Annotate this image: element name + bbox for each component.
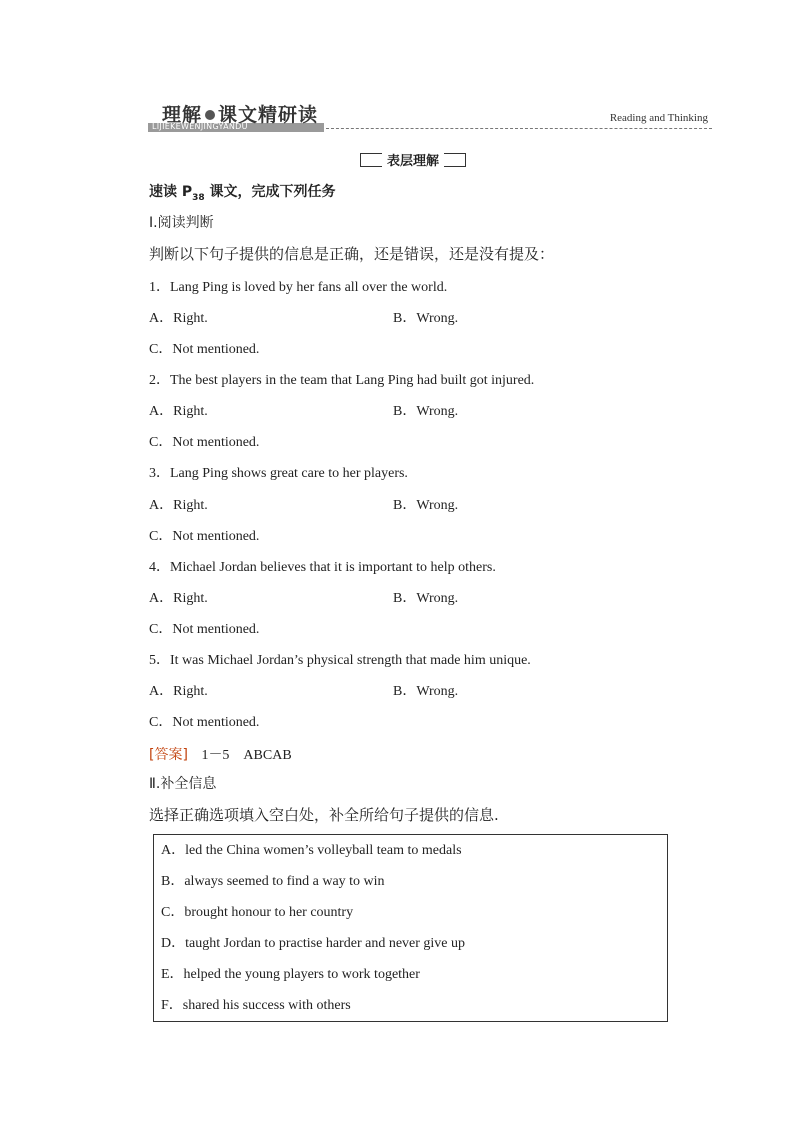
section-label [360,150,466,168]
header-title-left: 理解 [162,104,203,126]
answer-tag: [答案] [149,747,188,763]
task-instruction [149,181,336,203]
q5-option-a: A．Right. [149,684,208,699]
header-title-right: 课文精研读 [218,104,319,126]
question-2: 2．The best players in the team that Lang Ping had built got injured. [149,373,535,388]
q4-option-a: A．Right. [149,591,208,606]
header-pinyin: LIJIEKEWENJINGYANDU [152,122,248,131]
q3-option-b: B．Wrong. [393,498,459,513]
instruction-prefix: 速读 P [149,184,193,200]
part2-prompt: 选择正确选项填入空白处，补全所给句子提供的信息. [149,806,499,824]
q1-option-b: B．Wrong. [393,311,459,326]
q4-option-c: C．Not mentioned. [149,622,260,637]
q5-option-c: C．Not mentioned. [149,715,260,730]
q3-option-c: C．Not mentioned. [149,529,260,544]
header-english: Reading and Thinking [609,112,708,124]
answer-text: 1－5 ABCAB [201,748,292,763]
section-header [148,98,712,138]
q2-option-b: B．Wrong. [393,404,459,419]
q1-option-a: A．Right. [149,311,208,326]
answer-line [149,744,292,764]
part2-heading: Ⅱ.补全信息 [149,776,217,792]
box-option-b: B．always seemed to find a way to win [161,874,385,889]
question-5: 5．It was Michael Jordan’s physical strength that made him unique. [149,653,531,668]
instruction-suffix: 课文，完成下列任务 [204,184,336,200]
q2-option-c: C．Not mentioned. [149,435,260,450]
part1-heading: Ⅰ.阅读判断 [149,215,214,231]
section-label-text: 表层理解 [382,150,444,169]
q2-option-a: A．Right. [149,404,208,419]
q4-option-b: B．Wrong. [393,591,459,606]
question-1: 1．Lang Ping is loved by her fans all over the world. [149,280,448,295]
header-dotted-rule [326,128,712,129]
q5-option-b: B．Wrong. [393,684,459,699]
box-option-c: C．brought honour to her country [161,905,354,920]
question-4: 4．Michael Jordan believes that it is important to help others. [149,560,496,575]
options-box [153,834,668,1022]
question-3: 3．Lang Ping shows great care to her players. [149,466,408,481]
box-option-a: A．led the China women’s volleyball team to medals [161,843,462,858]
header-title [162,100,318,127]
q3-option-a: A．Right. [149,498,208,513]
separator-dot-icon [205,110,215,120]
part1-prompt: 判断以下句子提供的信息是正确，还是错误，还是没有提及： [149,245,555,263]
instruction-page: 38 [192,192,205,203]
box-option-f: F．shared his success with others [161,998,351,1013]
box-option-e: E．helped the young players to work together [161,967,420,982]
q1-option-c: C．Not mentioned. [149,342,260,357]
box-option-d: D．taught Jordan to practise harder and never give up [161,936,466,951]
